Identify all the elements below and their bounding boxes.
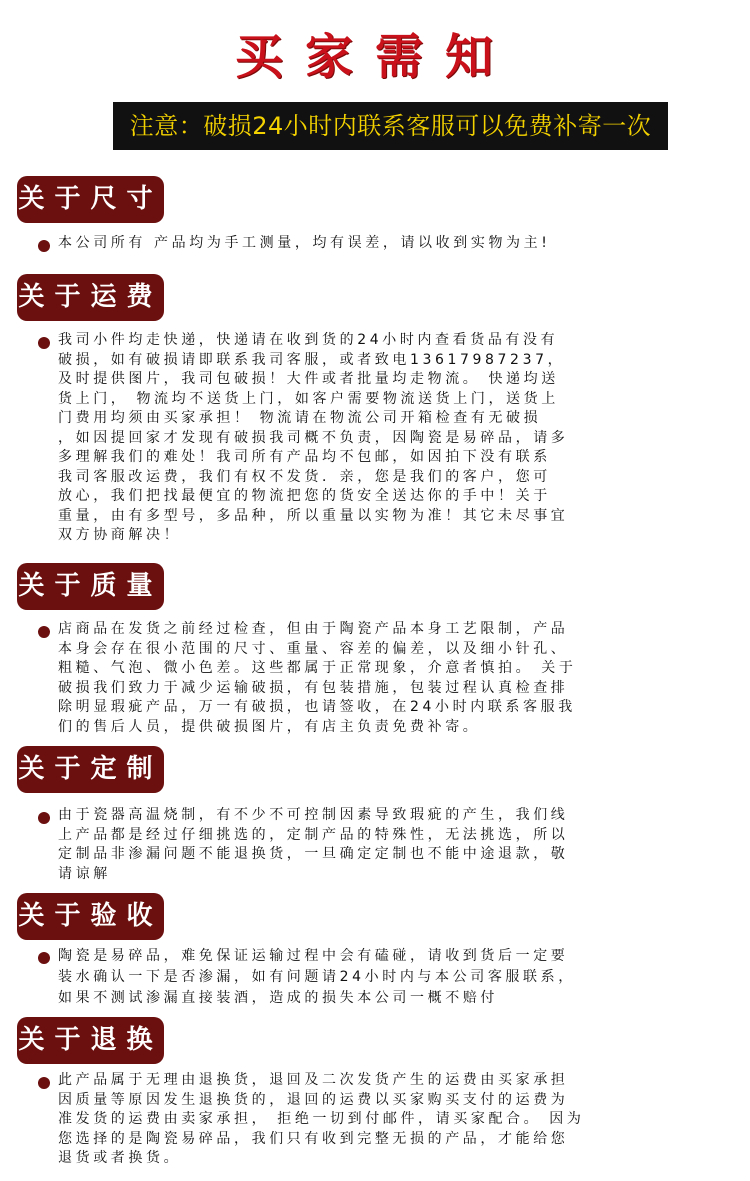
text-line: 您选择的是陶瓷易碎品，我们只有收到完整无损的产品，才能给您 bbox=[58, 1130, 569, 1147]
text-line: 本公司所有 产品均为手工测量，均有误差，请以收到实物为主! bbox=[58, 235, 551, 251]
text-line: 定制品非渗漏问题不能退换货，一旦确定定制也不能中途退款，敬 bbox=[58, 846, 569, 862]
text-line: 除明显瑕疵产品，万一有破损，也请签收，在24小时内联系客服我 bbox=[58, 699, 576, 715]
text-line: 及时提供图片，我司包破损！大件或者批量均走物流。 快递均送 bbox=[58, 371, 559, 387]
section-body-custom bbox=[42, 806, 740, 884]
text-line: 货上门， 物流均不送货上门，如客户需要物流送货上门，送货上 bbox=[58, 390, 559, 407]
bullet-icon bbox=[38, 1077, 50, 1089]
section-body-size bbox=[42, 234, 740, 254]
section-heading-shipping: 关于运费 bbox=[17, 274, 164, 321]
text-line: 破损我们致力于减少运输破损，有包装措施，包装过程认真检查排 bbox=[58, 679, 569, 696]
section-heading-returns: 关于退换 bbox=[17, 1017, 164, 1064]
text-line: 此产品属于无理由退换货，退回及二次发货产生的运费由买家承担 bbox=[58, 1072, 569, 1088]
text-line: 店商品在发货之前经过检查，但由于陶瓷产品本身工艺限制，产品 bbox=[58, 621, 569, 637]
bullet-icon bbox=[38, 626, 50, 638]
text-line: 本身会存在很小范围的尺寸、重量、容差的偏差，以及细小针孔、 bbox=[58, 640, 569, 657]
text-line: 我司小件均走快递，快递请在收到货的24小时内查看货品有没有 bbox=[58, 332, 559, 348]
text-line: 门费用均须由买家承担！ 物流请在物流公司开箱检查有无破损 bbox=[58, 410, 542, 426]
bullet-icon bbox=[38, 337, 50, 349]
text-line: 粗糙、气泡、微小色差。这些都属于正常现象，介意者慎拍。 关于 bbox=[58, 660, 577, 676]
text-line: ，如因提回家才发现有破损我司概不负责，因陶瓷是易碎品，请多 bbox=[58, 429, 569, 446]
text-line: 们的售后人员，提供破损图片，有店主负责免费补寄。 bbox=[58, 718, 481, 735]
bullet-icon bbox=[38, 240, 50, 252]
notice-banner: 注意：破损24小时内联系客服可以免费补寄一次 bbox=[113, 102, 668, 150]
text-line: 放心，我们把找最便宜的物流把您的货安全送达你的手中！关于 bbox=[58, 488, 551, 504]
section-body-shipping bbox=[42, 331, 740, 546]
text-line: 由于瓷器高温烧制，有不少不可控制因素导致瑕疵的产生，我们线 bbox=[58, 807, 569, 823]
text-line: 重量，由有多型号，多品种，所以重量以实物为准！其它未尽事宜 bbox=[58, 507, 569, 524]
text-line: 退货或者换货。 bbox=[58, 1150, 182, 1166]
section-heading-size: 关于尺寸 bbox=[17, 176, 164, 223]
bullet-icon bbox=[38, 812, 50, 824]
text-line: 装水确认一下是否渗漏，如有问题请24小时内与本公司客服联系， bbox=[58, 969, 576, 985]
section-body-quality bbox=[42, 620, 740, 737]
section-heading-custom: 关于定制 bbox=[17, 746, 164, 793]
text-line: 破损，如有破损请即联系我司客服，或者致电13617987237， bbox=[58, 351, 566, 368]
text-line: 请谅解 bbox=[58, 865, 111, 882]
section-heading-inspection: 关于验收 bbox=[17, 893, 164, 940]
bullet-icon bbox=[38, 952, 50, 964]
text-line: 双方协商解决！ bbox=[58, 527, 182, 543]
page-title: 买家需知 bbox=[234, 29, 515, 85]
section-body-returns bbox=[42, 1071, 740, 1169]
text-line: 多理解我们的难处！我司所有产品均不包邮，如因拍下没有联系 bbox=[58, 449, 551, 465]
text-line: 如果不测试渗漏直接装酒，造成的损失本公司一概不赔付 bbox=[58, 990, 498, 1006]
section-body-inspection bbox=[42, 946, 740, 1009]
text-line: 因质量等原因发生退换货的，退回的运费以买家购买支付的运费为 bbox=[58, 1091, 569, 1108]
section-heading-quality: 关于质量 bbox=[17, 563, 164, 610]
text-line: 我司客服改运费，我们有权不发货．亲，您是我们的客户，您可 bbox=[58, 468, 551, 485]
text-line: 准发货的运费由卖家承担， 拒绝一切到付邮件，请买家配合。 因为 bbox=[58, 1111, 585, 1127]
text-line: 陶瓷是易碎品，难免保证运输过程中会有磕碰，请收到货后一定要 bbox=[58, 948, 569, 964]
text-line: 上产品都是经过仔细挑选的，定制产品的特殊性，无法挑选，所以 bbox=[58, 826, 569, 843]
